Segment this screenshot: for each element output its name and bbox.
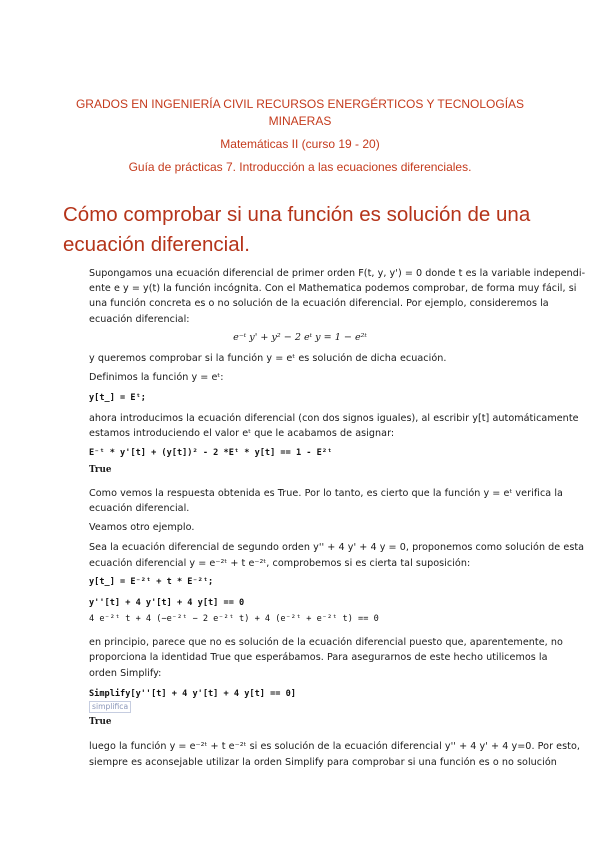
para5-line2: ecuación diferencial.: [89, 503, 190, 514]
simplify-hint[interactable]: simplifica: [89, 701, 131, 713]
para7-line1: Sea la ecuación diferencial de segundo orden y'' + 4 y' + 4 y = 0, proponemos como solución de esta: [89, 542, 585, 553]
para8-line1: en principio, parece que no es solución de la ecuación diferencial puesto que, aparentemente, no: [89, 637, 563, 648]
output-3: True: [89, 717, 112, 727]
code-input-3[interactable]: y[t_] = E⁻²ᵗ + t * E⁻²ᵗ;: [89, 577, 214, 587]
para5-line1: Como vemos la respuesta obtenida es True. Por lo tanto, es cierto que la función y = eᵗ verifica la: [89, 488, 563, 499]
para4-line2: estamos introduciendo el valor eᵗ que le acabamos de asignar:: [89, 428, 395, 439]
subject-line: Matemáticas II (curso 19 - 20): [220, 137, 380, 151]
para6: Veamos otro ejemplo.: [89, 522, 195, 533]
para4-line1: ahora introducimos la ecuación diferencial (con dos signos iguales), al escribir y[t] automáticamente: [89, 413, 579, 424]
code-input-4[interactable]: y''[t] + 4 y'[t] + 4 y[t] == 0: [89, 598, 245, 608]
para2: y queremos comprobar si la función y = eᵗ es solución de dicha ecuación.: [89, 353, 447, 364]
para8-line2: proporciona la identidad True que esperábamos. Para asegurarnos de este hecho utilicemos la: [89, 652, 548, 663]
para1-line4: ecuación diferencial:: [89, 314, 190, 325]
equation-1: e⁻ᵗ y' + y² − 2 eᵗ y = 1 − e²ᵗ: [233, 332, 367, 343]
para7-line2: ecuación diferencial y = e⁻²ᵗ + t e⁻²ᵗ, comprobemos si es cierta tal suposición:: [89, 558, 471, 569]
section-title: Cómo comprobar si una función es solución de una ecuación diferencial.: [63, 203, 531, 256]
para3: Definimos la función y = eᵗ:: [89, 372, 224, 383]
para1-line2: ente e y = y(t) la función incógnita. Con el Mathematica podemos comprobar, de forma muy fácil, si: [89, 283, 577, 294]
output-2: 4 e⁻²ᵗ t + 4 (−e⁻²ᵗ − 2 e⁻²ᵗ t) + 4 (e⁻²ᵗ + e⁻²ᵗ t) == 0: [89, 614, 379, 624]
para9-line2: siempre es aconsejable utilizar la orden Simplify para comprobar si una función es o no solución: [89, 757, 557, 768]
course-header: GRADOS EN INGENIERÍA CIVIL RECURSOS ENERGÉRTICOS Y TECNOLOGÍAS MINAERAS: [75, 97, 525, 128]
para1-line3: una función concreta es o no solución de la ecuación diferencial. Por ejemplo, consideremos la: [89, 298, 549, 309]
guide-line: Guía de prácticas 7. Introducción a las ecuaciones diferenciales.: [128, 160, 472, 174]
para8-line3: orden Simplify:: [89, 668, 162, 679]
output-1: True: [89, 465, 112, 475]
para1-line1: Supongamos una ecuación diferencial de primer orden F(t, y, y') = 0 donde t es la variable independi-: [89, 268, 586, 279]
code-input-5[interactable]: Simplify[y''[t] + 4 y'[t] + 4 y[t] == 0]: [89, 689, 296, 699]
para9-line1: luego la función y = e⁻²ᵗ + t e⁻²ᵗ si es solución de la ecuación diferencial y'' + 4 y' + 4 y=0. Por esto,: [89, 741, 580, 752]
code-input-1[interactable]: y[t_] = Eᵗ;: [89, 393, 146, 403]
code-input-2[interactable]: E⁻ᵗ * y'[t] + (y[t])² - 2 *Eᵗ * y[t] == 1 - E²ᵗ: [89, 448, 333, 458]
